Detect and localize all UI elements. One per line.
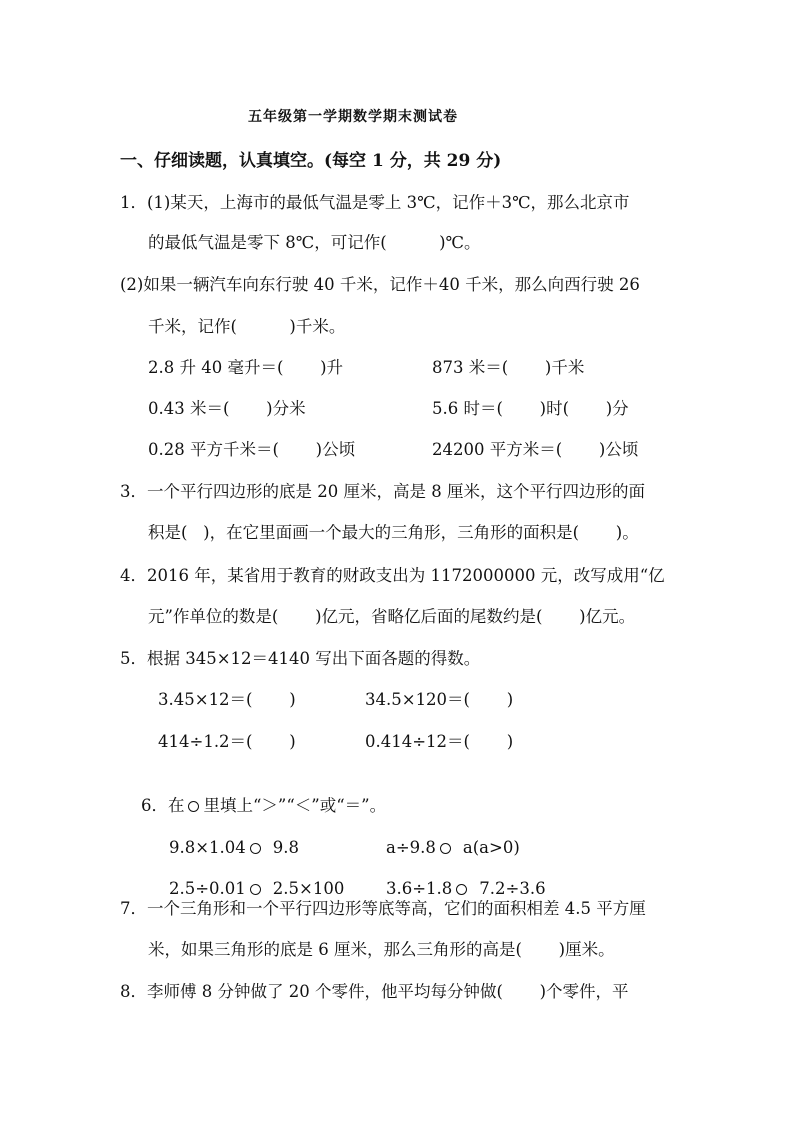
q6-instruction: 里填上“＞”“＜”或“＝”。 <box>203 796 387 815</box>
q8-line1: 8．李师傅 8 分钟做了 20 个零件，他平均每分钟做( )个零件，平 <box>120 982 629 1001</box>
q5-item-b: 34.5×120＝( ) <box>365 690 514 709</box>
q2-item-f: 24200 平方米＝( )公顷 <box>432 440 639 459</box>
compare-circle-icon[interactable] <box>250 843 261 854</box>
q2-item-c: 0.43 米＝( )分米 <box>148 399 306 418</box>
q2-item-d: 5.6 时＝( )时( )分 <box>432 399 629 418</box>
q2-item-e: 0.28 平方千米＝( )公顷 <box>148 440 356 459</box>
q1-part1-line2: 的最低气温是零下 8℃，可记作( )℃。 <box>148 233 481 252</box>
q6-a-left: 9.8×1.04 <box>168 838 246 857</box>
q2-item-b: 873 米＝( )千米 <box>432 358 585 377</box>
compare-circle-icon[interactable] <box>440 843 451 854</box>
compare-circle-icon[interactable] <box>456 884 467 895</box>
q1-part1-line1: 1．(1)某天，上海市的最低气温是零上 3℃，记作＋3℃，那么北京市 <box>120 193 630 212</box>
q7-line1: 7．一个三角形和一个平行四边形等底等高，它们的面积相差 4.5 平方厘 <box>120 899 646 918</box>
q5-item-c: 414÷1.2＝( ) <box>158 732 296 751</box>
compare-circle-icon[interactable] <box>250 884 261 895</box>
q3-line1: 3．一个平行四边形的底是 20 厘米，高是 8 厘米，这个平行四边形的面 <box>120 482 645 501</box>
circle-blank-icon <box>188 801 199 812</box>
q6-intro: 6．在 <box>140 796 185 815</box>
q6-b-left: a÷9.8 <box>385 838 436 857</box>
q5-line1: 5．根据 345×12＝4140 写出下面各题的得数。 <box>120 649 481 668</box>
exam-title: 五年级第一学期数学期末测试卷 <box>248 109 458 125</box>
q3-line2: 积是( )，在它里面画一个最大的三角形，三角形的面积是( )。 <box>148 523 639 542</box>
section-heading: 一、仔细读题，认真填空。(每空 1 分，共 29 分) <box>120 151 502 171</box>
q1-part2-line2: 千米，记作( )千米。 <box>148 317 346 336</box>
q7-line2: 米，如果三角形的底是 6 厘米，那么三角形的高是( )厘米。 <box>148 940 615 959</box>
q6-d-right: 7.2÷3.6 <box>479 879 546 898</box>
q6-b-right: a(a>0) <box>462 838 520 857</box>
q5-item-d: 0.414÷12＝( ) <box>365 732 514 751</box>
q4-line2: 元”作单位的数是( )亿元，省略亿后面的尾数约是( )亿元。 <box>148 607 636 626</box>
q2-item-a: 2.8 升 40 毫升＝( )升 <box>148 358 344 377</box>
q4-line1: 4．2016 年，某省用于教育的财政支出为 1172000000 元，改写成用“亿 <box>120 566 665 585</box>
q6-c-left: 2.5÷0.01 <box>168 879 246 898</box>
q6-a-right: 9.8 <box>272 838 300 857</box>
q6-c-right: 2.5×100 <box>272 879 345 898</box>
q5-item-a: 3.45×12＝( ) <box>158 690 296 709</box>
q6-d-left: 3.6÷1.8 <box>385 879 453 898</box>
q1-part2-line1: (2)如果一辆汽车向东行驶 40 千米，记作＋40 千米，那么向西行驶 26 <box>120 275 640 294</box>
